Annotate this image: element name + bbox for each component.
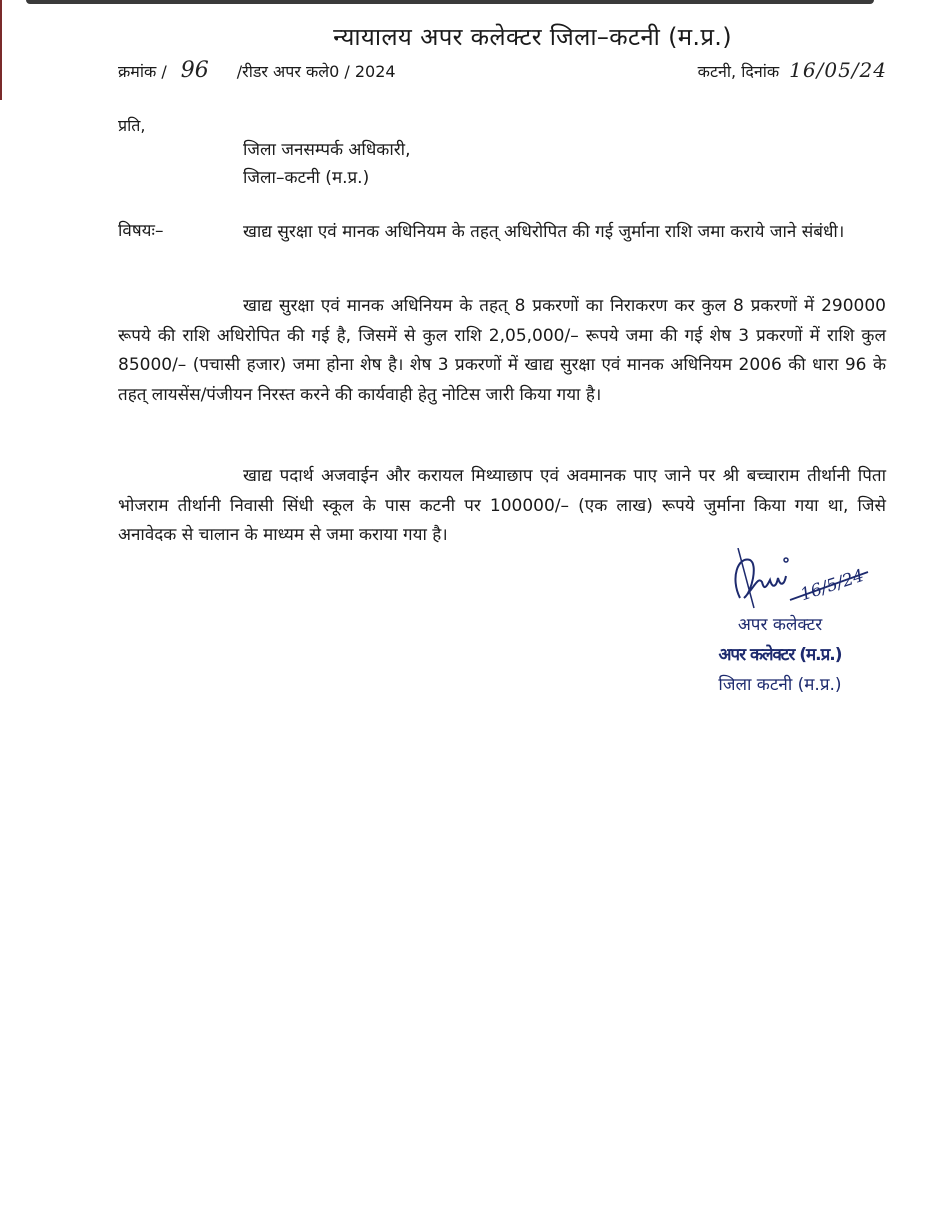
signatory-designation: अपर कलेक्टर (737, 615, 823, 635)
place-date-label: कटनी, दिनांक (697, 62, 780, 81)
addressee-line-1: जिला जनसम्पर्क अधिकारी, (243, 140, 411, 160)
document-title: न्यायालय अपर कलेक्टर जिला–कटनी (म.प्र.) (333, 23, 732, 51)
subject-label: विषयः– (118, 221, 164, 241)
signature-dot (784, 558, 788, 562)
reference-number: 96 (180, 58, 209, 83)
signature-icon (728, 548, 888, 618)
scan-top-edge (26, 0, 874, 4)
signatory-block (680, 610, 880, 700)
subject-text: खाद्य सुरक्षा एवं मानक अधिनियम के तहत् अधिरोपित की गई जुर्माना राशि जमा कराये जाने संबंधी। (243, 222, 845, 242)
addressee-block (243, 136, 411, 192)
signature-date: 16/5/24 (797, 565, 867, 606)
body-paragraph-1: खाद्य सुरक्षा एवं मानक अधिनियम के तहत् 8 प्रकरणों का निराकरण कर कुल 8 प्रकरणों में 290000 रूपये की राशि अधिरोपित की गई है, जिसमें से कुल राशि 2,05,000/– रूपये जमा की गई शेष 3 प्रकरणों में राशि कुल 85000/– (पचासी हजार) जमा होना शेष है। शेष 3 प्रकरणों में खाद्य सुरक्षा एवं मानक अधिनियम 2006 की धारा 96 के तहत् लायसेंस/पंजीयन निरस्त करने की कार्यवाही हेतु नोटिस जारी किया गया है। (118, 296, 886, 405)
reference-suffix: /रीडर अपर कले0 / 2024 (236, 62, 396, 81)
signatory-district: जिला कटनी (म.प्र.) (718, 675, 842, 695)
reference-prefix: क्रमांक / (118, 62, 167, 81)
place-date-line (698, 58, 887, 82)
addressee-line-2: जिला–कटनी (म.प्र.) (243, 168, 370, 188)
body-paragraph-2: खाद्य पदार्थ अजवाईन और करायल मिथ्याछाप एवं अवमानक पाए जाने पर श्री बच्चाराम तीर्थानी पिता भोजराम तीर्थानी निवासी सिंधी स्कूल के पास कटनी पर 100000/– (एक लाख) रूपये जुर्माना किया गया था, जिसे अनावेदक से चालान के माध्यम से जमा कराया गया है। (118, 466, 886, 545)
signature-slash (738, 548, 754, 608)
salutation: प्रति, (118, 116, 146, 135)
signatory-overprint: अपर कलेक्टर (म.प्र.) (718, 645, 842, 665)
handwritten-date: 16/05/24 (789, 58, 887, 82)
reference-line (118, 58, 396, 83)
